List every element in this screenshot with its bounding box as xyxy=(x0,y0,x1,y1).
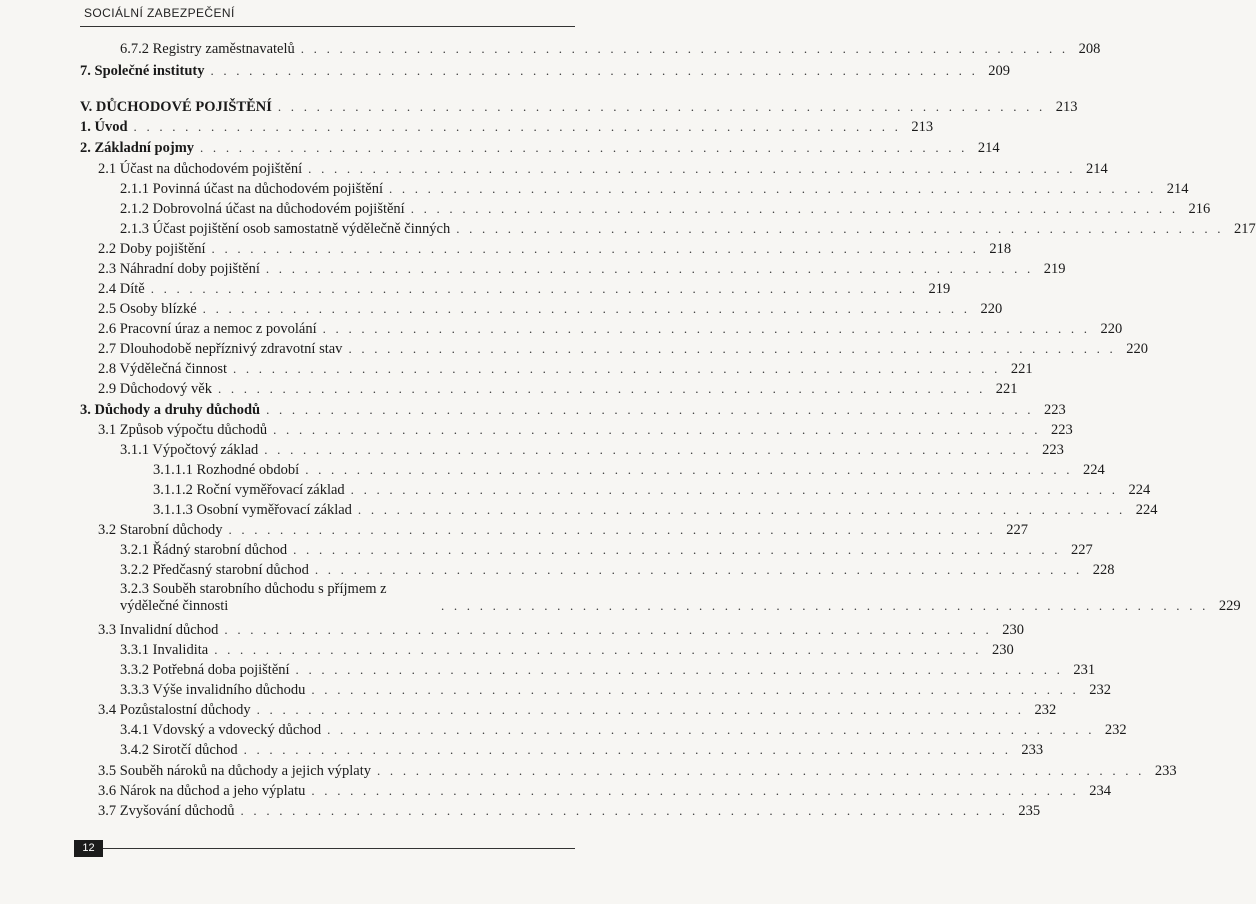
toc-leader-dots: . . . . . . . . . . . . . . . . . . . . . . . . . . . . . . . . . . . . . . . . . . . . . . . . . . . . . . . . . . . . xyxy=(217,381,986,396)
toc-entry-page: 224 xyxy=(1128,482,1151,498)
toc-entry xyxy=(153,501,1158,519)
toc-entry-page: 223 xyxy=(1042,442,1064,458)
toc-entry-label: 3.2 Starobní důchody xyxy=(98,522,223,538)
toc-entry-label: 2.4 Dítě xyxy=(98,281,145,297)
toc-leader-dots: . . . . . . . . . . . . . . . . . . . . . . . . . . . . . . . . . . . . . . . . . . . . . . . . . . . . . . . . . . . . xyxy=(256,702,1025,717)
toc-entry xyxy=(98,802,1041,820)
toc-leader-dots: . . . . . . . . . . . . . . . . . . . . . . . . . . . . . . . . . . . . . . . . . . . . . . . . . . . . . . . . . . . . xyxy=(266,402,1034,417)
toc-entry-label: 3.2.2 Předčasný starobní důchod xyxy=(120,562,309,578)
toc-entry-label: 2.6 Pracovní úraz a nemoc z povolání xyxy=(98,321,317,337)
toc-entry xyxy=(153,481,1151,499)
toc-entry xyxy=(98,521,1029,539)
toc-leader-dots: . . . . . . . . . . . . . . . . . . . . . . . . . . . . . . . . . . . . . . . . . . . . . . . . . . . . . . . . . . . . xyxy=(295,662,1064,677)
toc-leader-dots: . . . . . . . . . . . . . . . . . . . . . . . . . . . . . . . . . . . . . . . . . . . . . . . . . . . . . . . . . . . . xyxy=(350,482,1119,497)
toc-entry-page: 221 xyxy=(995,381,1018,397)
toc-entry-label: 7. Společné instituty xyxy=(80,63,205,79)
toc-entry-page: 229 xyxy=(1218,598,1241,614)
toc-entry-page: 221 xyxy=(1010,361,1033,377)
toc-entry xyxy=(98,160,1108,178)
toc-leader-dots: . . . . . . . . . . . . . . . . . . . . . . . . . . . . . . . . . . . . . . . . . . . . . . . . . . . . . . . . . . . . xyxy=(133,119,902,134)
toc-entry xyxy=(98,360,1033,378)
toc-entry-page: 216 xyxy=(1188,201,1211,217)
toc-entry-page: 227 xyxy=(1006,522,1029,538)
toc-entry xyxy=(98,762,1177,780)
toc-entry-page: 227 xyxy=(1070,542,1093,558)
toc-entry-page: 213 xyxy=(1055,99,1078,115)
toc-entry-label: 3.3 Invalidní důchod xyxy=(98,622,219,638)
toc-entry-label: 2.1 Účast na důchodovém pojištění xyxy=(98,161,303,177)
toc-entry-label: V. DŮCHODOVÉ POJIŠTĚNÍ xyxy=(80,99,272,115)
toc-leader-dots: . . . . . . . . . . . . . . . . . . . . . . . . . . . . . . . . . . . . . . . . . . . . . . . . . . . . . . . . . . . . xyxy=(214,642,982,657)
toc-leader-dots: . . . . . . . . . . . . . . . . . . . . . . . . . . . . . . . . . . . . . . . . . . . . . . . . . . . . . . . . . . . . xyxy=(388,181,1157,196)
toc-entry-page: 232 xyxy=(1089,682,1111,698)
toc-entry-page: 235 xyxy=(1018,803,1041,819)
toc-leader-dots: . . . . . . . . . . . . . . . . . . . . . . . . . . . . . . . . . . . . . . . . . . . . . . . . . . . . . . . . . . . . xyxy=(311,682,1079,697)
toc-entry-page: 232 xyxy=(1034,702,1057,718)
toc-leader-dots: . . . . . . . . . . . . . . . . . . . . . . . . . . . . . . . . . . . . . . . . . . . . . . . . . . . . . . . . . . . . xyxy=(210,63,979,78)
toc-leader-dots: . . . . . . . . . . . . . . . . . . . . . . . . . . . . . . . . . . . . . . . . . . . . . . . . . . . . . . . . . . . . xyxy=(224,622,992,637)
toc-entry xyxy=(120,180,1189,198)
toc-entry xyxy=(120,681,1111,699)
toc-entry-label: 3.5 Souběh nároků na důchody a jejich výplaty xyxy=(98,763,372,779)
toc-entry-page: 230 xyxy=(992,642,1014,658)
toc-leader-dots: . . . . . . . . . . . . . . . . . . . . . . . . . . . . . . . . . . . . . . . . . . . . . . . . . . . . . . . . . . . . xyxy=(228,522,997,537)
toc-entry xyxy=(98,701,1057,719)
toc-entry-label: 3.4.2 Sirotčí důchod xyxy=(120,742,238,758)
toc-entry-page: 214 xyxy=(1166,181,1189,197)
toc-entry xyxy=(120,661,1096,679)
toc-entry-label: 2.8 Výdělečná činnost xyxy=(98,361,227,377)
toc-entry-label: 2. Základní pojmy xyxy=(80,140,195,156)
toc-leader-dots: . . . . . . . . . . . . . . . . . . . . . . . . . . . . . . . . . . . . . . . . . . . . . . . . . . . . . . . . . . . . xyxy=(314,562,1083,577)
toc-leader-dots: . . . . . . . . . . . . . . . . . . . . . . . . . . . . . . . . . . . . . . . . . . . . . . . . . . . . . . . . . . . . xyxy=(305,462,1073,477)
toc-entry-page: 209 xyxy=(988,63,1011,79)
toc-entry-page: 233 xyxy=(1021,742,1044,758)
toc-entry-page: 213 xyxy=(911,119,934,135)
toc-entry-label: 3.1.1 Výpočtový základ xyxy=(120,442,259,458)
toc-entry-label: 2.7 Dlouhodobě nepříznivý zdravotní stav xyxy=(98,341,343,357)
toc-entry-page: 232 xyxy=(1104,722,1127,738)
toc-entry-label: 3.6 Nárok na důchod a jeho výplatu xyxy=(98,783,306,799)
toc-entry xyxy=(80,139,1000,157)
toc-leader-dots: . . . . . . . . . . . . . . . . . . . . . . . . . . . . . . . . . . . . . . . . . . . . . . . . . . . . . . . . . . . . xyxy=(240,803,1009,818)
toc-entry-page: 224 xyxy=(1135,502,1158,518)
running-header: SOCIÁLNÍ ZABEZPEČENÍ xyxy=(84,6,235,20)
toc-entry-label: 2.9 Důchodový věk xyxy=(98,381,212,397)
toc-entry xyxy=(120,581,1241,615)
toc-leader-dots: . . . . . . . . . . . . . . . . . . . . . . . . . . . . . . . . . . . . . . . . . . . . . . . . . . . . . . . . . . . . xyxy=(265,261,1034,276)
toc-entry-page: 220 xyxy=(1126,341,1148,357)
toc-entry-label: 3.2.1 Řádný starobní důchod xyxy=(120,542,288,558)
page-number: 12 xyxy=(74,840,103,857)
toc-entry-label: 3.4 Pozůstalostní důchody xyxy=(98,702,251,718)
toc-entry-page: 220 xyxy=(1100,321,1123,337)
toc-entry-page: 208 xyxy=(1078,41,1101,57)
toc-entry-label: 2.1.2 Dobrovolná účast na důchodovém pojištění xyxy=(120,201,405,217)
toc-entry xyxy=(120,40,1101,58)
toc-entry xyxy=(120,741,1044,759)
toc-leader-dots: . . . . . . . . . . . . . . . . . . . . . . . . . . . . . . . . . . . . . . . . . . . . . . . . . . . . . . . . . . . . xyxy=(410,201,1179,216)
toc-leader-dots: . . . . . . . . . . . . . . . . . . . . . . . . . . . . . . . . . . . . . . . . . . . . . . . . . . . . . . . . . . . . xyxy=(264,442,1032,457)
toc-entry xyxy=(153,461,1105,479)
toc-leader-dots: . . . . . . . . . . . . . . . . . . . . . . . . . . . . . . . . . . . . . . . . . . . . . . . . . . . . . . . . . . . . xyxy=(150,281,919,296)
toc-entry xyxy=(120,641,1014,659)
toc-leader-dots: . . . . . . . . . . . . . . . . . . . . . . . . . . . . . . . . . . . . . . . . . . . . . . . . . . . . . . . . . . . . xyxy=(327,722,1095,737)
toc-entry-label: 3.3.3 Výše invalidního důchodu xyxy=(120,682,306,698)
toc-entry-label: 2.3 Náhradní doby pojištění xyxy=(98,261,260,277)
toc-leader-dots: . . . . . . . . . . . . . . . . . . . . . . . . . . . . . . . . . . . . . . . . . . . . . . . . . . . . . . . . . . . . xyxy=(357,502,1126,517)
toc-entry-label: 3.2.3 Souběh starobního důchodu s příjmem z výdělečné činnosti xyxy=(120,581,387,614)
toc-entry-label: 3.3.2 Potřebná doba pojištění xyxy=(120,662,290,678)
toc-leader-dots: . . . . . . . . . . . . . . . . . . . . . . . . . . . . . . . . . . . . . . . . . . . . . . . . . . . . . . . . . . . . xyxy=(308,161,1076,176)
toc-leader-dots: . . . . . . . . . . . . . . . . . . . . . . . . . . . . . . . . . . . . . . . . . . . . . . . . . . . . . . . . . . . . xyxy=(202,301,971,316)
toc-entry xyxy=(98,621,1024,639)
toc-entry xyxy=(120,200,1211,218)
toc-entry-label: 3.1.1.1 Rozhodné období xyxy=(153,462,300,478)
toc-entry-label: 6.7.2 Registry zaměstnavatelů xyxy=(120,41,295,57)
toc-entry-label: 3.4.1 Vdovský a vdovecký důchod xyxy=(120,722,322,738)
toc-leader-dots: . . . . . . . . . . . . . . . . . . . . . . . . . . . . . . . . . . . . . . . . . . . . . . . . . . . . . . . . . . . . xyxy=(441,598,1209,613)
toc-entry xyxy=(98,280,951,298)
toc-entry xyxy=(120,721,1127,739)
toc-leader-dots: . . . . . . . . . . . . . . . . . . . . . . . . . . . . . . . . . . . . . . . . . . . . . . . . . . . . . . . . . . . . xyxy=(377,763,1145,778)
toc-leader-dots: . . . . . . . . . . . . . . . . . . . . . . . . . . . . . . . . . . . . . . . . . . . . . . . . . . . . . . . . . . . . xyxy=(200,140,968,155)
toc-entry-page: 230 xyxy=(1002,622,1024,638)
toc-entry-label: 3. Důchody a druhy důchodů xyxy=(80,402,261,418)
toc-leader-dots: . . . . . . . . . . . . . . . . . . . . . . . . . . . . . . . . . . . . . . . . . . . . . . . . . . . . . . . . . . . . xyxy=(243,742,1012,757)
toc-entry-page: 233 xyxy=(1154,763,1177,779)
toc-entry-page: 219 xyxy=(1043,261,1066,277)
toc-entry xyxy=(80,98,1078,116)
toc-entry-page: 224 xyxy=(1083,462,1105,478)
toc-entry-page: 228 xyxy=(1092,562,1115,578)
toc-entry-label: 3.7 Zvyšování důchodů xyxy=(98,803,235,819)
toc-entry xyxy=(120,220,1256,238)
toc-entry xyxy=(98,380,1018,398)
toc-entry xyxy=(98,782,1111,800)
toc-leader-dots: . . . . . . . . . . . . . . . . . . . . . . . . . . . . . . . . . . . . . . . . . . . . . . . . . . . . . . . . . . . . xyxy=(456,221,1224,236)
toc-entry-page: 234 xyxy=(1089,783,1111,799)
toc-entry xyxy=(98,320,1123,338)
toc-entry xyxy=(80,401,1066,419)
toc-entry xyxy=(98,260,1066,278)
toc-entry-label: 1. Úvod xyxy=(80,119,128,135)
toc-entry-page: 223 xyxy=(1043,402,1066,418)
toc-leader-dots: . . . . . . . . . . . . . . . . . . . . . . . . . . . . . . . . . . . . . . . . . . . . . . . . . . . . . . . . . . . . xyxy=(311,783,1079,798)
toc-entry-page: 214 xyxy=(1085,161,1108,177)
toc-entry-label: 2.1.3 Účast pojištění osob samostatně výdělečně činných xyxy=(120,221,451,237)
toc-leader-dots: . . . . . . . . . . . . . . . . . . . . . . . . . . . . . . . . . . . . . . . . . . . . . . . . . . . . . . . . . . . . xyxy=(273,422,1041,437)
toc-entry xyxy=(80,62,1011,80)
footer-rule xyxy=(103,848,575,849)
toc-entry-label: 2.5 Osoby blízké xyxy=(98,301,197,317)
toc-entry xyxy=(98,340,1148,358)
toc-leader-dots: . . . . . . . . . . . . . . . . . . . . . . . . . . . . . . . . . . . . . . . . . . . . . . . . . . . . . . . . . . . . xyxy=(233,361,1001,376)
toc-leader-dots: . . . . . . . . . . . . . . . . . . . . . . . . . . . . . . . . . . . . . . . . . . . . . . . . . . . . . . . . . . . . xyxy=(348,341,1116,356)
toc-entry-page: 220 xyxy=(980,301,1003,317)
toc-entry xyxy=(80,118,934,136)
toc-leader-dots: . . . . . . . . . . . . . . . . . . . . . . . . . . . . . . . . . . . . . . . . . . . . . . . . . . . . . . . . . . . . xyxy=(300,41,1069,56)
toc-entry-page: 218 xyxy=(989,241,1012,257)
toc-leader-dots: . . . . . . . . . . . . . . . . . . . . . . . . . . . . . . . . . . . . . . . . . . . . . . . . . . . . . . . . . . . . xyxy=(277,99,1046,114)
toc-entry xyxy=(98,240,1012,258)
toc-leader-dots: . . . . . . . . . . . . . . . . . . . . . . . . . . . . . . . . . . . . . . . . . . . . . . . . . . . . . . . . . . . . xyxy=(211,241,980,256)
toc-entry-page: 214 xyxy=(977,140,1000,156)
toc-entry-page: 231 xyxy=(1073,662,1096,678)
toc-entry-label: 3.1.1.3 Osobní vyměřovací základ xyxy=(153,502,352,518)
toc-leader-dots: . . . . . . . . . . . . . . . . . . . . . . . . . . . . . . . . . . . . . . . . . . . . . . . . . . . . . . . . . . . . xyxy=(293,542,1061,557)
toc-entry-label: 3.1 Způsob výpočtu důchodů xyxy=(98,422,268,438)
toc-entry-page: 219 xyxy=(928,281,951,297)
toc-entry xyxy=(98,300,1003,318)
toc-entry xyxy=(120,541,1093,559)
toc-entry xyxy=(98,421,1073,439)
toc-entry-page: 217 xyxy=(1234,221,1256,237)
toc-entry-label: 2.2 Doby pojištění xyxy=(98,241,206,257)
toc-entry xyxy=(120,441,1064,459)
toc-entry-label: 2.1.1 Povinná účast na důchodovém pojištění xyxy=(120,181,383,197)
toc-entry xyxy=(120,561,1115,579)
toc-leader-dots: . . . . . . . . . . . . . . . . . . . . . . . . . . . . . . . . . . . . . . . . . . . . . . . . . . . . . . . . . . . . xyxy=(322,321,1091,336)
toc-entry-page: 223 xyxy=(1050,422,1073,438)
toc-entry-label: 3.3.1 Invalidita xyxy=(120,642,209,658)
toc-entry-label: 3.1.1.2 Roční vyměřovací základ xyxy=(153,482,345,498)
